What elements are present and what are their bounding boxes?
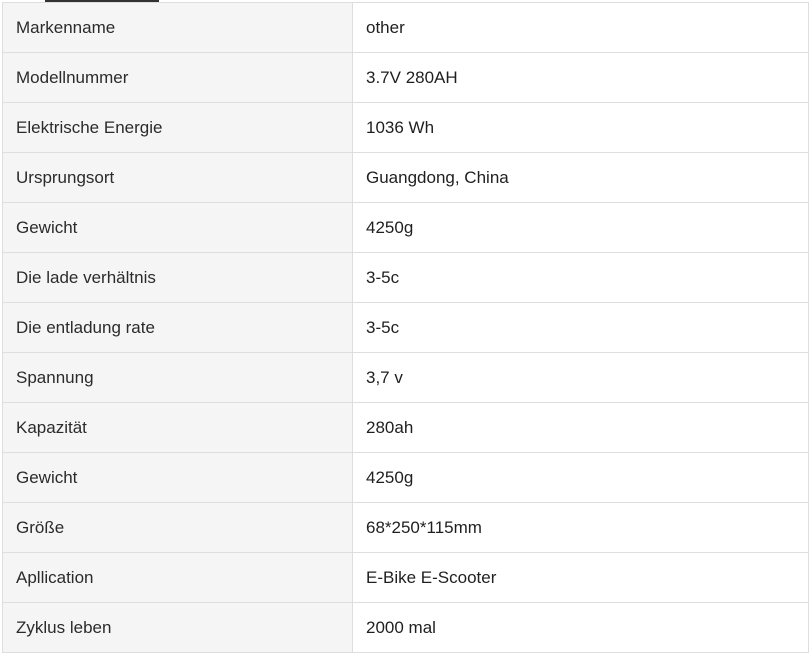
spec-value: 3.7V 280AH (353, 53, 809, 103)
spec-key: Zyklus leben (3, 603, 353, 653)
table-row (3, 53, 809, 103)
spec-key: Die lade verhältnis (3, 253, 353, 303)
spec-value: 1036 Wh (353, 103, 809, 153)
table-row (3, 503, 809, 553)
table-row (3, 403, 809, 453)
spec-value: 4250g (353, 453, 809, 503)
table-row (3, 303, 809, 353)
spec-key: Markenname (3, 3, 353, 53)
spec-value: 3,7 v (353, 353, 809, 403)
spec-key: Elektrische Energie (3, 103, 353, 153)
spec-key: Die entladung rate (3, 303, 353, 353)
spec-key: Gewicht (3, 453, 353, 503)
spec-key: Apllication (3, 553, 353, 603)
spec-key: Spannung (3, 353, 353, 403)
spec-key: Größe (3, 503, 353, 553)
table-row (3, 103, 809, 153)
spec-value: 3-5c (353, 253, 809, 303)
spec-key: Kapazität (3, 403, 353, 453)
product-spec-table (2, 2, 809, 653)
spec-value: 280ah (353, 403, 809, 453)
spec-value: Guangdong, China (353, 153, 809, 203)
spec-value: 4250g (353, 203, 809, 253)
spec-value: 3-5c (353, 303, 809, 353)
spec-key: Modellnummer (3, 53, 353, 103)
table-row (3, 353, 809, 403)
table-row (3, 453, 809, 503)
table-row (3, 3, 809, 53)
table-row (3, 153, 809, 203)
spec-value: other (353, 3, 809, 53)
table-row (3, 603, 809, 653)
table-row (3, 203, 809, 253)
spec-key: Ursprungsort (3, 153, 353, 203)
table-row (3, 253, 809, 303)
spec-value: E-Bike E-Scooter (353, 553, 809, 603)
spec-key: Gewicht (3, 203, 353, 253)
table-row (3, 553, 809, 603)
spec-value: 2000 mal (353, 603, 809, 653)
spec-value: 68*250*115mm (353, 503, 809, 553)
